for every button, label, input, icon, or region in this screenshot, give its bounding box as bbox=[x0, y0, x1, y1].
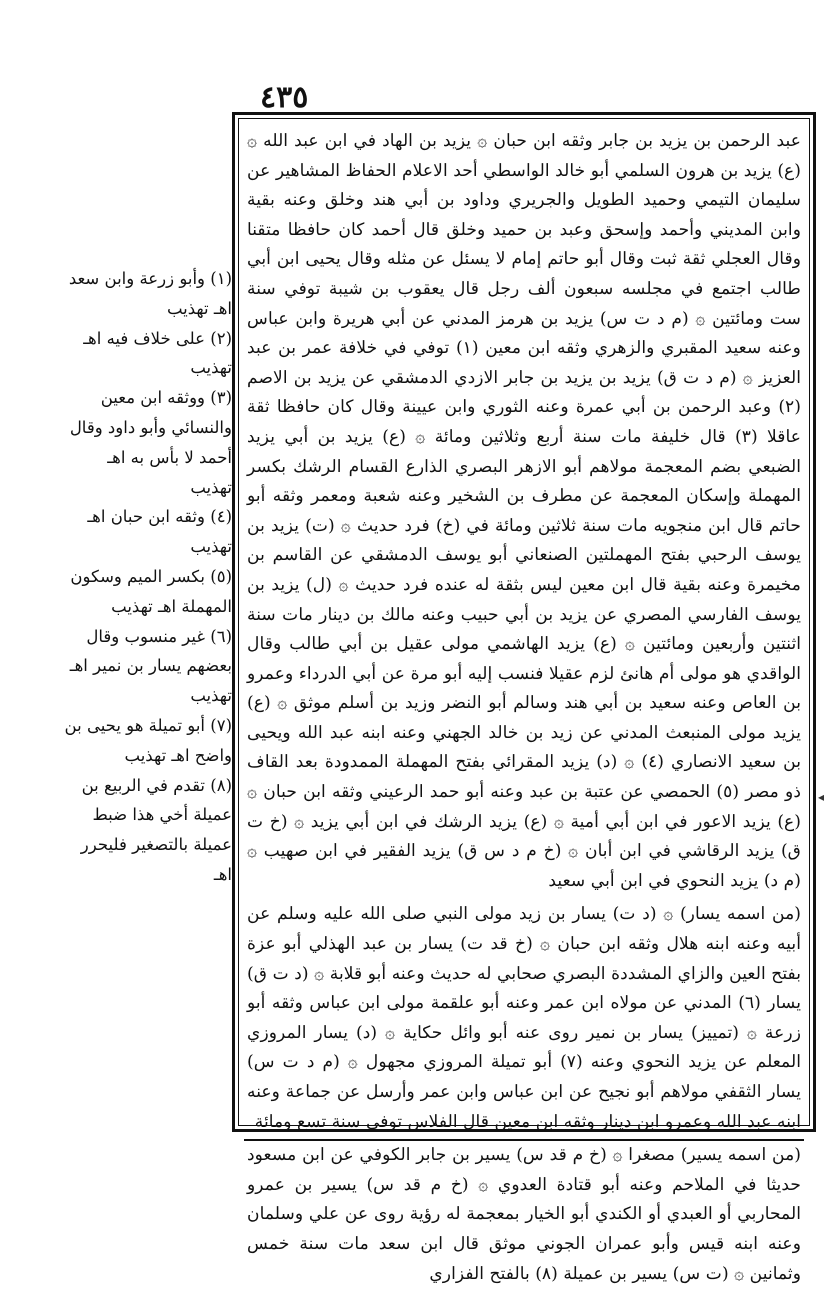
footnote-5: (٥) بكسر الميم وسكون المهملة اهـ تهذيب bbox=[70, 566, 232, 616]
page-number: ٤٣٥ bbox=[260, 80, 309, 115]
main-text-frame bbox=[232, 112, 816, 1284]
paragraph-yazid-entries: عبد الرحمن بن يزيد بن جابر وثقه ابن حبان ۞ يزيد بن الهاد في ابن عبد الله ۞ (ع) يزيد بن هرون السلمي أبو خالد الواسطي أحد الاعلام الحفاظ المشاهير عن سليمان التيمي وحميد الطويل والجريري وداود بن أبي هند وخلق وعنه بقية وابن المديني وأحمد وإسحق وعبد بن حميد وخلق قال أحمد كان حافظا متقنا وقال العجلي ثقة ثبت وقال أبو حاتم إمام لا يسئل عن مثله وقال يحيى ابن أبي طالب اجتمع في مجلسه سبعون ألف رجل قال يعقوب بن شيبة توفي سنة ست ومائتين ۞ (م د ت س) يزيد بن هرمز المدني عن أبي هريرة وابن عباس وعنه سعيد المقبري والزهري وثقه ابن معين (١) توفي في خلافة عمر بن عبد العزيز ۞ (م د ت ق) يزيد بن يزيد بن جابر الازدي الدمشقي عن يزيد بن الاصم (٢) وعبد الرحمن بن أبي عمرة وعنه الثوري وابن عيينة وقال كان حافظا ثقة عاقلا (٣) قال خليفة مات سنة أربع وثلاثين ومائة ۞ (ع) يزيد بن أبي يزيد الضبعي بضم المعجمة مولاهم أبو الازهر البصري الذارع القسام الرشك بكسر المهملة وإسكان المعجمة عن مطرف بن الشخير وعنه شعبة ومعمر وثقه أبو حاتم قال ابن منجويه مات سنة ثلاثين ومائة في (خ) فرد حديث ۞ (ت) يزيد بن يوسف الرحبي بفتح المهملتين الصنعاني أبو يوسف الدمشقي عن القاسم بن مخيمرة وعنه بقية قال ابن معين ليس بثقة له عنده فرد حديث ۞ (ل) يزيد بن يوسف الفارسي المصري عن يزيد بن أبي حبيب وعنه مالك بن دينار مات سنة اثنتين وأربعين ومائتين ۞ (ع) يزيد الهاشمي مولى عقيل بن أبي طالب وقال الواقدي هو مولى أم هانئ لزم عقيلا فنسب إليه أبو مرة عن أبي الدرداء وعمرو بن العاص وعنه سعيد بن أبي هند وسالم أبو النضر وزيد بن أسلم موثق ۞ (ع) يزيد مولى المنبعث المدني عن زيد بن خالد الجهني وعنه ابنه عبد الله ويحيى بن سعيد الانصاري (٤) ۞ (د) يزيد المقرائي بفتح المهملة الممدودة بعد القاف ذو مصر (٥) الحمصي عن عتبة بن عبد وعنه أبو حمد الرعيني وثقه ابن حبان ۞ (ع) يزيد الاعور في ابن أبي أمية ۞ (ع) يزيد الرشك في ابن أبي يزيد ۞ (خ ت ق) يزيد الرقاشي في ابن أبان ۞ (خ م د س ق) يزيد الفقير في ابن صهيب ۞ (م د) يزيد النحوي في ابن أبي سعيد bbox=[247, 131, 802, 891]
footnote-1: (١) وأبو زرعة وابن سعد اهـ تهذيب bbox=[68, 269, 232, 318]
footnote-2: (٢) على خلاف فيه اهـ تهذيب bbox=[83, 328, 232, 378]
footnote-7: (٧) أبو تميلة هو يحيى بن واضح اهـ تهذيب bbox=[64, 715, 232, 765]
paragraph-yasar-entries: (من اسمه يسار) ۞ (د ت) يسار بن زيد مولى النبي صلى الله عليه وسلم عن أبيه وعنه ابنه هلال وثقه ابن حبان ۞ (خ قد ت) يسار بن عبد الهذلي أبو عزة بفتح العين والزاي المشددة البصري صحابي له حديث وعنه أبو قلابة ۞ (د ت ق) يسار (٦) المدني عن مولاه ابن عمر وعنه أبو علقمة مولى ابن عباس وثقه أبو زرعة ۞ (تمييز) يسار بن نمير روى عنه أبو وائل حكاية ۞ (د) يسار المروزي المعلم عن يزيد النحوي وعنه (٧) أبو تميلة المروزي مجهول ۞ (م د ت س) يسار الثقفي مولاهم أبو نجيح عن ابن عباس وابن عمر وأرسل عن جماعة وعنه ابنه عبد الله وعمرو ابن دينار وثقه ابن معين قال الفلاس توفي سنة تسع ومائة bbox=[247, 904, 801, 1132]
bottom-rule bbox=[244, 1139, 804, 1141]
main-text-body bbox=[247, 127, 802, 1284]
margin-footnotes bbox=[62, 264, 232, 890]
footnote-8: (٨) تقدم في الربيع بن عميلة أخي هذا ضبط عميلة بالتصغير فليحرر اهـ bbox=[80, 775, 232, 884]
footnote-3: (٣) ووثقه ابن معين والنسائي وأبو داود وقال أحمد لا بأس به اهـ تهذيب bbox=[69, 388, 232, 497]
footnote-6: (٦) غير منسوب وقال بعضهم يسار بن نمير اهـ تهذيب bbox=[69, 626, 232, 706]
footnote-4: (٤) وثقه ابن حبان اهـ تهذيب bbox=[87, 507, 232, 557]
paragraph-yusayr-entries: (من اسمه يسير) مصغرا ۞ (خ م قد س) يسير بن جابر الكوفي عن ابن مسعود حديثا في الملاحم وعنه أبو قتادة العدوي ۞ (خ م قد س) يسير بن عمرو المحاربي أو العبدي أو الكندي أبو الخيار بمعجمة له رؤية روى عن علي وسلمان وعنه ابنه قيس وأبو عمران الجوني موثق قال ابن سعد مات سنة خمس وثمانين ۞ (ت س) يسير بن عميلة (٨) بالفتح الفزاري bbox=[247, 1145, 801, 1284]
side-marker-icon: ◂ bbox=[818, 790, 825, 804]
